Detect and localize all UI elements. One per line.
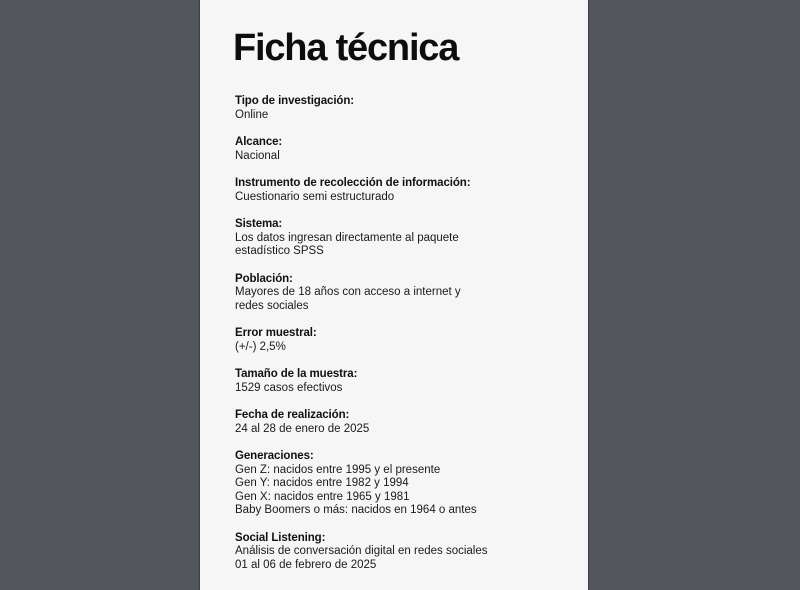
section-label: Fecha de realización: — [235, 409, 350, 421]
section-label: Error muestral: — [235, 327, 317, 339]
section-sistema — [235, 218, 565, 259]
section-tipo-investigacion — [235, 95, 565, 122]
section-text: Análisis de conversación digital en redes sociales — [235, 545, 488, 557]
section-text: Gen Y: nacidos entre 1982 y 1994 — [235, 477, 409, 489]
section-text: Mayores de 18 años con acceso a internet y — [235, 286, 461, 298]
section-alcance — [235, 136, 565, 163]
section-label: Social Listening: — [235, 531, 326, 544]
section-text: Los datos ingresan directamente al paquete — [235, 231, 459, 244]
section-text: Cuestionario semi estructurado — [235, 190, 395, 203]
section-label: Población: — [235, 272, 293, 285]
section-instrumento — [235, 177, 565, 204]
section-text: Baby Boomers o más: nacidos en 1964 o antes — [235, 504, 477, 516]
section-text: redes sociales — [235, 299, 309, 312]
section-poblacion — [235, 273, 565, 314]
section-text: Gen X: nacidos entre 1965 y 1981 — [235, 490, 410, 503]
section-text: estadístico SPSS — [235, 245, 324, 257]
section-error-muestral — [235, 327, 565, 354]
section-label: Generaciones: — [235, 450, 314, 462]
page-title: Ficha técnica — [233, 27, 459, 69]
section-text: 01 al 06 de febrero de 2025 — [235, 558, 377, 571]
section-text: 24 al 28 de enero de 2025 — [235, 422, 370, 435]
section-label: Tamaño de la muestra: — [235, 368, 358, 380]
section-text: Nacional — [235, 149, 280, 162]
section-social-listening — [235, 532, 565, 573]
section-fecha-realizacion — [235, 409, 565, 436]
document-page — [199, 0, 589, 590]
section-text: Gen Z: nacidos entre 1995 y el presente — [235, 463, 441, 476]
section-generaciones — [235, 450, 565, 518]
section-text: Online — [235, 108, 269, 121]
section-label: Sistema: — [235, 218, 283, 230]
section-label: Tipo de investigación: — [235, 95, 354, 107]
spec-sections — [235, 95, 565, 586]
section-tamano-muestra — [235, 368, 565, 395]
section-text: 1529 casos efectivos — [235, 381, 343, 394]
section-label: Alcance: — [235, 136, 283, 148]
section-text: (+/-) 2,5% — [235, 340, 286, 353]
section-label: Instrumento de recolección de información: — [235, 177, 471, 189]
